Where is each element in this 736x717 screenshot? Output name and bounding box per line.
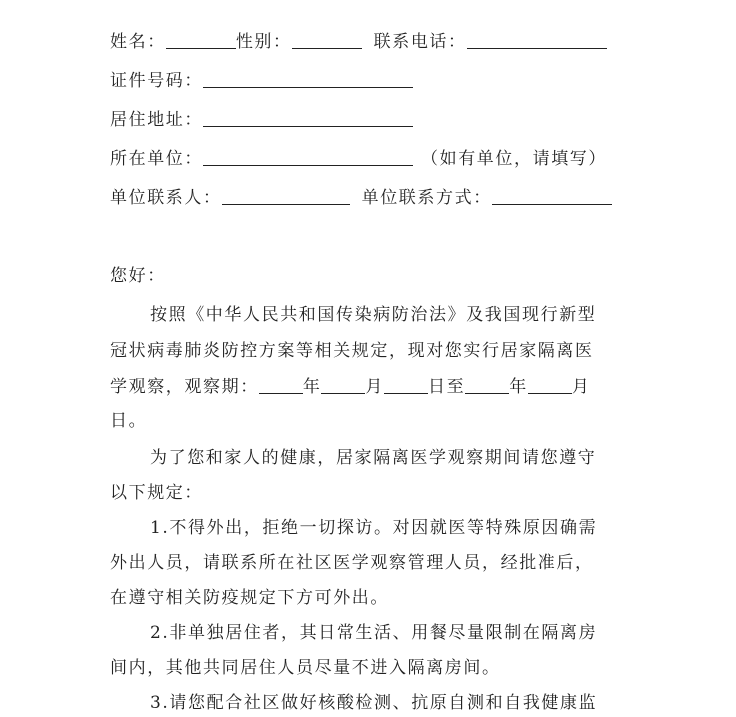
p1-line-2: 冠状病毒肺炎防控方案等相关规定，现对您实行居家隔离医 bbox=[110, 341, 594, 361]
form-row-id bbox=[110, 69, 413, 93]
rule-2-line-2: 间内，其他共同居住人员尽量不进入隔离房间。 bbox=[110, 658, 501, 678]
p1-line-3 bbox=[110, 375, 632, 399]
rule-1-line-1: 1.不得外出，拒绝一切探访。对因就医等特殊原因确需 bbox=[150, 518, 598, 538]
start-year-unit: 年 bbox=[302, 377, 322, 397]
greeting: 您好： bbox=[110, 266, 166, 286]
id-blank bbox=[203, 71, 413, 88]
end-year-blank bbox=[465, 377, 509, 394]
form-row-personal bbox=[110, 30, 607, 54]
rule-1-line-3: 在遵守相关防疫规定下方可外出。 bbox=[110, 588, 389, 608]
gender-label: 性别： bbox=[235, 32, 292, 52]
end-year-unit: 年 bbox=[509, 377, 528, 397]
p2-line-2: 以下规定： bbox=[110, 483, 203, 503]
phone-label: 联系电话： bbox=[373, 32, 467, 52]
p2-line-1: 为了您和家人的健康，居家隔离医学观察期间请您遵守 bbox=[150, 448, 597, 468]
start-year-blank bbox=[259, 377, 303, 394]
contact-label: 单位联系人： bbox=[110, 188, 222, 208]
start-month-unit: 月 bbox=[365, 377, 385, 397]
start-month-blank bbox=[321, 377, 365, 394]
form-row-work bbox=[110, 147, 607, 171]
address-blank bbox=[203, 110, 413, 127]
name-blank bbox=[166, 32, 236, 49]
phone-blank bbox=[467, 32, 607, 49]
contact-method-label: 单位联系方式： bbox=[361, 188, 492, 208]
p1-line-4: 日。 bbox=[110, 411, 148, 431]
name-label: 姓名： bbox=[110, 32, 166, 52]
contact-blank bbox=[222, 188, 350, 205]
rule-2-line-1: 2.非单独居住者，其日常生活、用餐尽量限制在隔离房 bbox=[150, 623, 598, 643]
form-row-contact bbox=[110, 186, 612, 210]
contact-method-blank bbox=[492, 188, 612, 205]
work-label: 所在单位： bbox=[110, 149, 203, 169]
end-month-blank bbox=[528, 377, 572, 394]
gender-blank bbox=[292, 32, 362, 49]
id-label: 证件号码： bbox=[110, 71, 203, 91]
rule-3-line-1: 3.请您配合社区做好核酸检测、抗原自测和自我健康监 bbox=[150, 693, 598, 713]
work-blank bbox=[203, 149, 413, 166]
rule-1-line-2: 外出人员，请联系所在社区医学观察管理人员，经批准后， bbox=[110, 553, 594, 573]
address-label: 居住地址： bbox=[110, 110, 203, 130]
p1-line-1: 按照《中华人民共和国传染病防治法》及我国现行新型 bbox=[150, 305, 597, 325]
day-to: 日至 bbox=[428, 377, 466, 397]
work-note: （如有单位，请填写） bbox=[421, 149, 607, 169]
form-row-address bbox=[110, 108, 413, 132]
observation-period-label: 学观察，观察期： bbox=[110, 377, 259, 397]
start-day-blank bbox=[384, 377, 428, 394]
end-month-unit: 月 bbox=[571, 377, 591, 397]
